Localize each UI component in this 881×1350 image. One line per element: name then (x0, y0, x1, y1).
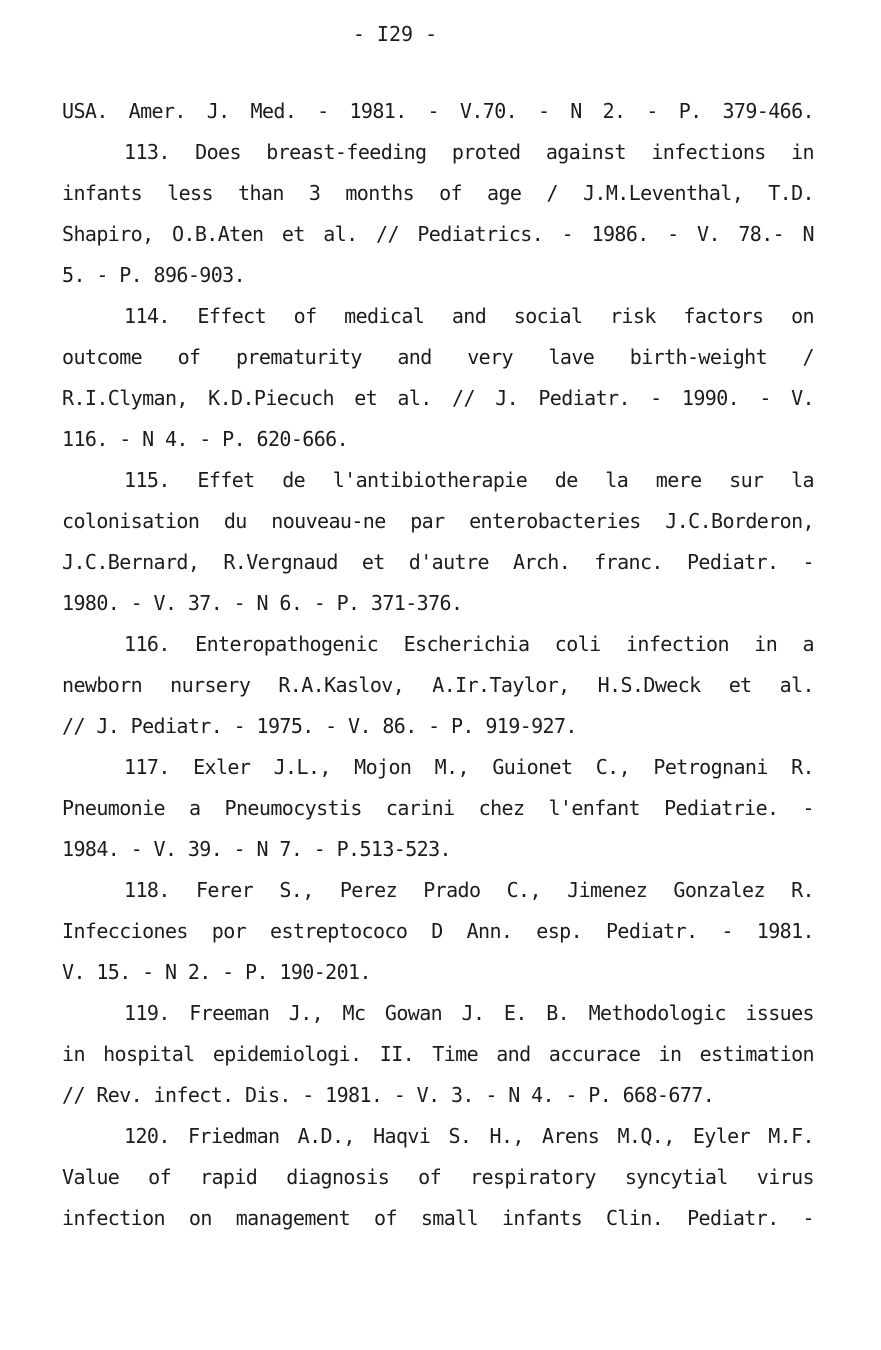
text-line: Pneumonie a Pneumocystis carini chez l'enfant Pediatrie. - (62, 796, 814, 820)
text-line: infants less than 3 months of age / J.M.Leventhal, T.D. (62, 181, 814, 205)
text-line: Infecciones por estreptococo D Ann. esp. Pediatr. - 1981. (62, 919, 814, 943)
text-line: 116. - N 4. - P. 620-666. (62, 427, 349, 451)
text-line: R.I.Clyman, K.D.Piecuch et al. // J. Pediatr. - 1990. - V. (62, 386, 814, 410)
text-line: J.C.Bernard, R.Vergnaud et d'autre Arch. franc. Pediatr. - (62, 550, 814, 574)
text-line: 1980. - V. 37. - N 6. - P. 371-376. (62, 591, 463, 615)
text-line: in hospital epidemiologi. II. Time and accurace in estimation (62, 1042, 814, 1066)
text-line: // J. Pediatr. - 1975. - V. 86. - P. 919-927. (62, 714, 577, 738)
text-line: V. 15. - N 2. - P. 190-201. (62, 960, 371, 984)
text-line: 5. - P. 896-903. (62, 263, 246, 287)
text-line: Value of rapid diagnosis of respiratory syncytial virus (62, 1165, 814, 1189)
text-line: newborn nursery R.A.Kaslov, A.Ir.Taylor, H.S.Dweck et al. (62, 673, 814, 697)
reference-list (62, 96, 814, 1244)
text-line: outcome of prematurity and very lave birth-weight / (62, 345, 814, 369)
text-line: // Rev. infect. Dis. - 1981. - V. 3. - N 4. - P. 668-677. (62, 1083, 715, 1107)
reference-114-line: 114. Effect of medical and social risk factors on (124, 304, 814, 328)
reference-115-line: 115. Effet de l'antibiotherapie de la mere sur la (124, 468, 814, 492)
reference-116-line: 116. Enteropathogenic Escherichia coli infection in a (124, 632, 814, 656)
text-line: infection on management of small infants Clin. Pediatr. - (62, 1206, 814, 1230)
text-line: USA. Amer. J. Med. - 1981. - V.70. - N 2. - P. 379-466. (62, 99, 814, 123)
reference-117-line: 117. Exler J.L., Mojon M., Guionet C., Petrognani R. (124, 755, 814, 779)
reference-113-line: 113. Does breast-feeding proted against infections in (124, 140, 814, 164)
text-line: Shapiro, O.B.Aten et al. // Pediatrics. - 1986. - V. 78.- N (62, 222, 814, 246)
page-number: - I29 - (352, 22, 438, 46)
text-line: 1984. - V. 39. - N 7. - P.513-523. (62, 837, 451, 861)
reference-119-line: 119. Freeman J., Mc Gowan J. E. B. Methodologic issues (124, 1001, 814, 1025)
reference-118-line: 118. Ferer S., Perez Prado C., Jimenez Gonzalez R. (124, 878, 814, 902)
text-line: colonisation du nouveau-ne par enterobacteries J.C.Borderon, (62, 509, 814, 533)
reference-120-line: 120. Friedman A.D., Haqvi S. H., Arens M.Q., Eyler M.F. (124, 1124, 814, 1148)
